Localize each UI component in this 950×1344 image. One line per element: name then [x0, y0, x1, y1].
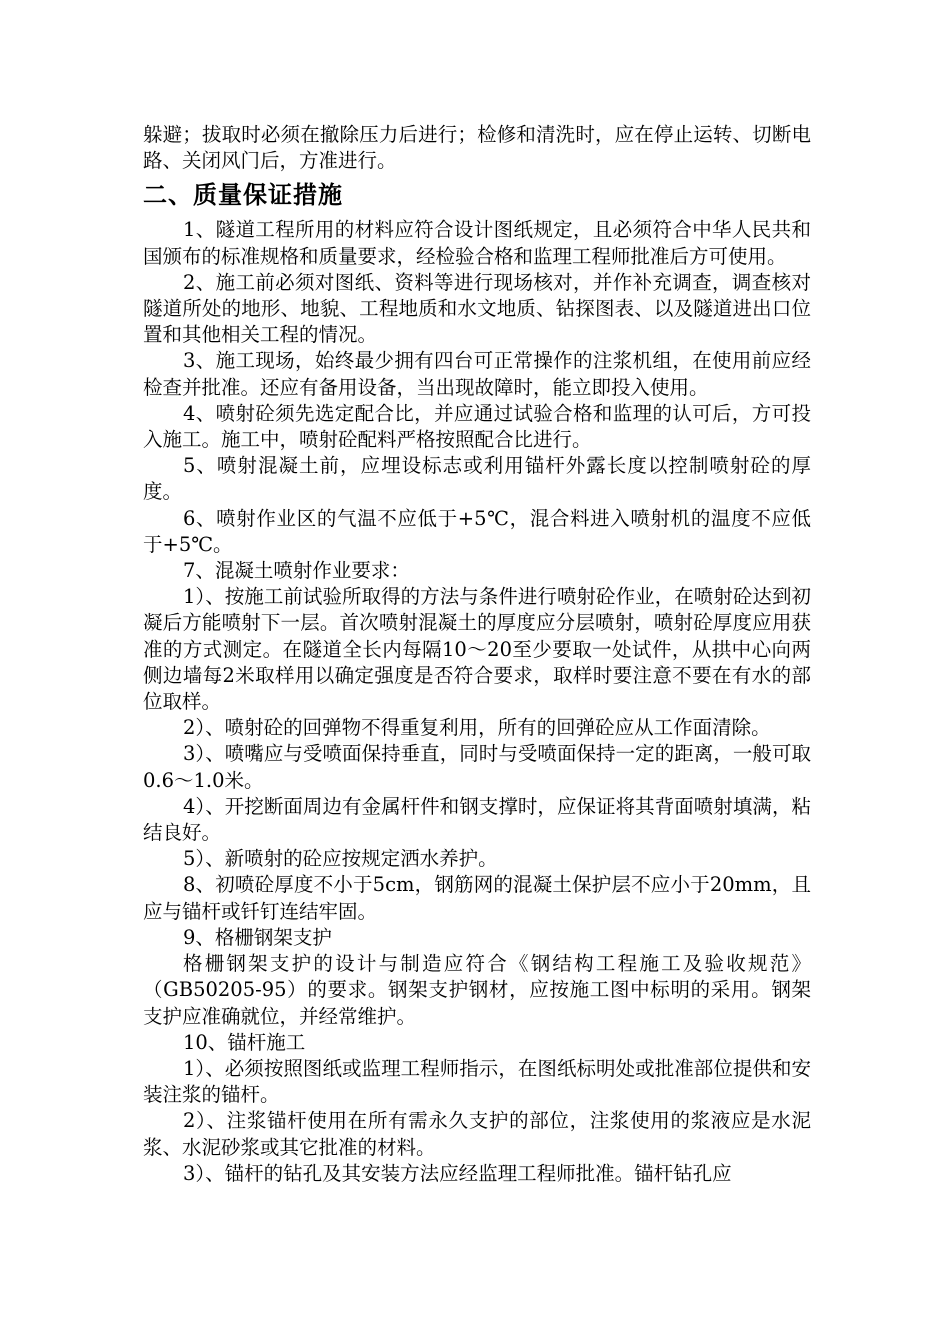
section-heading: 二、质量保证措施	[143, 181, 343, 210]
paragraph: 5）、新喷射的砼应按规定洒水养护。	[182, 847, 498, 871]
paragraph: 3）、锚杆的钻孔及其安装方法应经监理工程师批准。锚杆钻孔应	[182, 1161, 732, 1185]
paragraph: 2）、注浆锚杆使用在所有需永久支护的部位，注浆使用的浆液应是水泥浆、水泥砂浆或其它批准的材料。	[143, 1109, 811, 1159]
paragraph: 1、隧道工程所用的材料应符合设计图纸规定，且必须符合中华人民共和国颁布的标准规格和质量要求，经检验合格和监理工程师批准后方可使用。	[143, 218, 811, 268]
paragraph: 3）、喷嘴应与受喷面保持垂直，同时与受喷面保持一定的距离，一般可取0.6～1.0米。	[143, 742, 811, 792]
paragraph: 4）、开挖断面周边有金属杆件和钢支撑时，应保证将其背面喷射填满，粘结良好。	[143, 794, 811, 845]
intro-paragraph: 躲避；拔取时必须在撤除压力后进行；检修和清洗时，应在停止运转、切断电路、关闭风门后，方准进行。	[143, 123, 811, 173]
paragraph: 格栅钢架支护的设计与制造应符合《钢结构工程施工及验收规范》（GB50205-95）的要求。钢架支护钢材，应按施工图中标明的采用。钢架支护应准确就位，并经常维护。	[143, 952, 811, 1028]
paragraph: 10、锚杆施工	[182, 1030, 306, 1054]
paragraph: 5、喷射混凝土前，应埋设标志或利用锚杆外露长度以控制喷射砼的厚度。	[143, 454, 811, 504]
paragraph: 4、喷射砼须先选定配合比，并应通过试验合格和监理的认可后，方可投入施工。施工中，喷射砼配料严格按照配合比进行。	[143, 401, 811, 452]
paragraph: 9、格栅钢架支护	[182, 925, 332, 949]
paragraph: 3、施工现场，始终最少拥有四台可正常操作的注浆机组，在使用前应经检查并批准。还应有备用设备，当出现故障时，能立即投入使用。	[143, 349, 811, 399]
paragraph: 1）、按施工前试验所取得的方法与条件进行喷射砼作业，在喷射砼达到初凝后方能喷射下一层。首次喷射混凝土的厚度应分层喷射，喷射砼厚度应用获准的方式测定。在隧道全长内每隔10～20至少要取一处试件，从拱中心向两侧边墙每2米取样用以确定强度是否符合要求，取样时要注意不要在有水的部位取样。	[143, 585, 811, 714]
paragraph: 6、喷射作业区的气温不应低于+5℃，混合料进入喷射机的温度不应低于+5℃。	[143, 506, 811, 556]
paragraph: 2、施工前必须对图纸、资料等进行现场核对，并作补充调查，调查核对隧道所处的地形、地貌、工程地质和水文地质、钻探图表、以及隧道进出口位置和其他相关工程的情况。	[143, 270, 811, 347]
document-page	[143, 122, 811, 1187]
paragraph: 1）、必须按照图纸或监理工程师指示，在图纸标明处或批准部位提供和安装注浆的锚杆。	[143, 1056, 811, 1107]
paragraph: 2）、喷射砼的回弹物不得重复利用，所有的回弹砼应从工作面清除。	[182, 716, 771, 740]
paragraph: 7、混凝土喷射作业要求：	[182, 559, 410, 583]
paragraph: 8、初喷砼厚度不小于5cm，钢筋网的混凝土保护层不应小于20mm，且应与锚杆或钎钉连结牢固。	[143, 873, 811, 923]
